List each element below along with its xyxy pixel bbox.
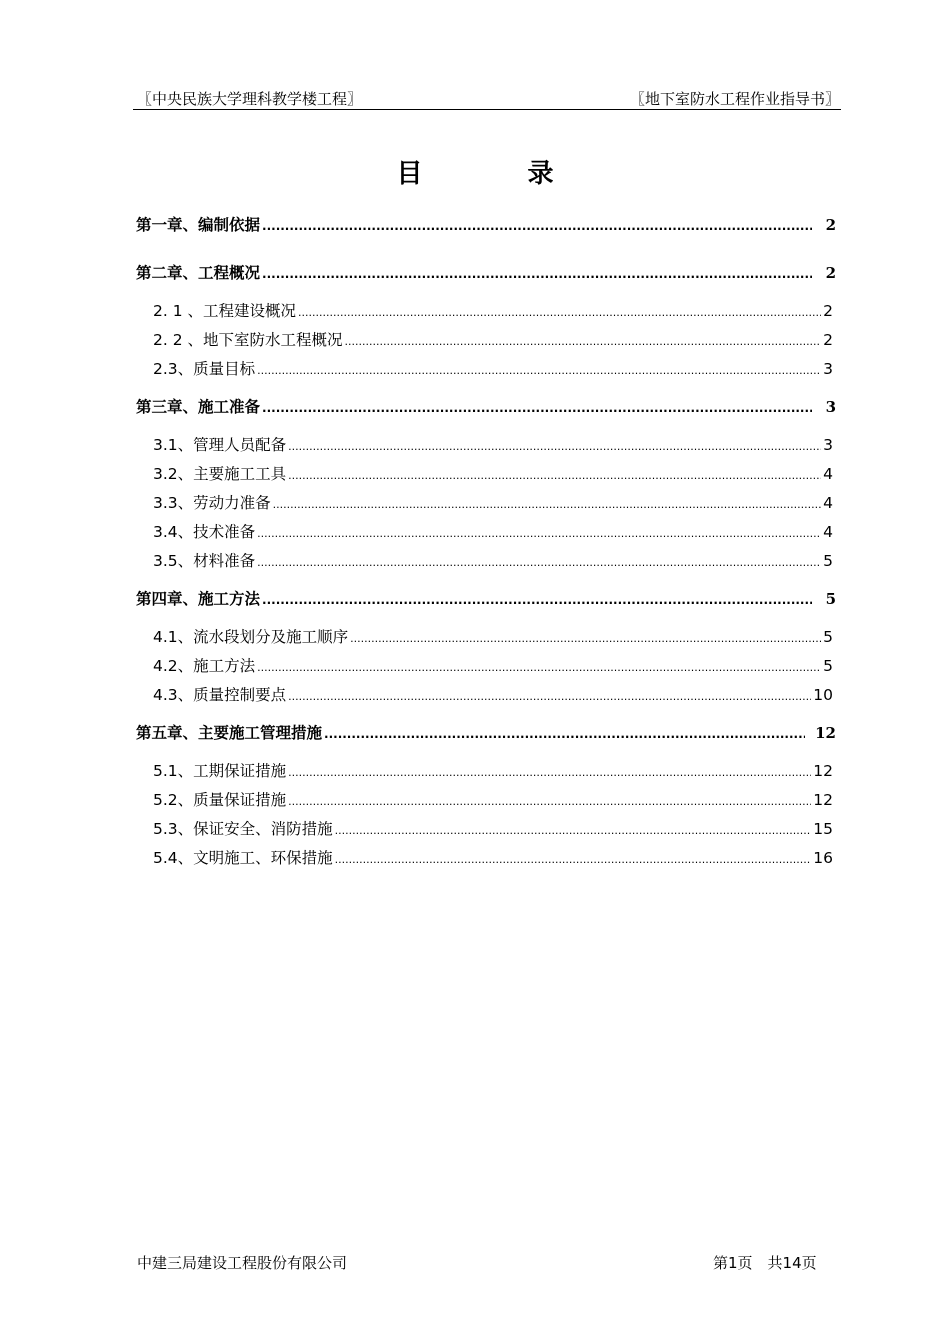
footer-page-info: 第1页 共14页 <box>713 1254 817 1272</box>
toc-section-entry[interactable] <box>153 328 833 350</box>
toc-entry-label: 5.4、文明施工、环保措施 <box>153 849 333 867</box>
toc-section-entry[interactable] <box>153 788 833 810</box>
toc-entry-label: 4.3、质量控制要点 <box>153 686 287 704</box>
toc-leader-dots <box>324 727 805 741</box>
toc-leader-dots <box>257 527 821 540</box>
toc-entry-label: 3.2、主要施工工具 <box>153 465 287 483</box>
toc-entry-page-number: 12 <box>813 791 833 809</box>
toc-section-entry[interactable] <box>153 654 833 676</box>
toc-leader-dots <box>350 632 821 645</box>
toc-leader-dots <box>262 219 812 233</box>
toc-entry-page-number: 2 <box>823 302 833 320</box>
toc-section-entry[interactable] <box>153 549 833 571</box>
toc-leader-dots <box>335 824 812 837</box>
toc-leader-dots <box>288 469 821 482</box>
toc-entry-label: 3.5、材料准备 <box>153 552 256 570</box>
toc-section-entry[interactable] <box>153 817 833 839</box>
toc-entry-label: 5.1、工期保证措施 <box>153 762 287 780</box>
toc-entry-page-number: 2 <box>823 331 833 349</box>
toc-entry-page-number: 5 <box>825 590 836 608</box>
toc-entry-label: 第二章、工程概况 <box>136 264 261 282</box>
toc-entry-page-number: 5 <box>823 657 833 675</box>
toc-leader-dots <box>288 795 811 808</box>
toc-chapter-entry[interactable] <box>136 587 836 609</box>
toc-section-entry[interactable] <box>153 759 833 781</box>
toc-entry-label: 2. 1 、工程建设概况 <box>153 302 297 320</box>
toc-leader-dots <box>288 690 811 703</box>
toc-entry-label: 5.3、保证安全、消防措施 <box>153 820 333 838</box>
toc-section-entry[interactable] <box>153 520 833 542</box>
toc-leader-dots <box>262 401 812 415</box>
toc-section-entry[interactable] <box>153 299 833 321</box>
toc-entry-label: 3.3、劳动力准备 <box>153 494 271 512</box>
toc-leader-dots <box>257 556 821 569</box>
toc-leader-dots <box>262 593 812 607</box>
toc-entry-page-number: 5 <box>823 552 833 570</box>
toc-entry-label: 2. 2 、地下室防水工程概况 <box>153 331 343 349</box>
toc-entry-page-number: 16 <box>813 849 833 867</box>
toc-section-entry[interactable] <box>153 357 833 379</box>
toc-entry-page-number: 2 <box>825 264 836 282</box>
toc-entry-page-number: 10 <box>813 686 833 704</box>
toc-entry-page-number: 3 <box>823 436 833 454</box>
toc-entry-page-number: 4 <box>823 465 833 483</box>
toc-entry-label: 2.3、质量目标 <box>153 360 256 378</box>
toc-section-entry[interactable] <box>153 846 833 868</box>
toc-leader-dots <box>345 335 821 348</box>
toc-leader-dots <box>288 766 811 779</box>
toc-entry-page-number: 12 <box>813 762 833 780</box>
toc-chapter-entry[interactable] <box>136 721 836 743</box>
toc-entry-page-number: 2 <box>825 216 836 234</box>
toc-leader-dots <box>257 364 821 377</box>
toc-chapter-entry[interactable] <box>136 395 836 417</box>
toc-section-entry[interactable] <box>153 491 833 513</box>
page-title: 目 录 <box>396 159 602 189</box>
toc-entry-label: 第四章、施工方法 <box>136 590 261 608</box>
toc-entry-label: 3.4、技术准备 <box>153 523 256 541</box>
toc-leader-dots <box>273 498 821 511</box>
toc-section-entry[interactable] <box>153 683 833 705</box>
toc-entry-page-number: 3 <box>825 398 836 416</box>
toc-entry-label: 5.2、质量保证措施 <box>153 791 287 809</box>
toc-leader-dots <box>262 267 812 281</box>
toc-entry-page-number: 4 <box>823 494 833 512</box>
toc-entry-label: 第三章、施工准备 <box>136 398 261 416</box>
toc-section-entry[interactable] <box>153 462 833 484</box>
toc-leader-dots <box>335 853 812 866</box>
footer-company: 中建三局建设工程股份有限公司 <box>137 1254 348 1272</box>
header-divider <box>133 109 841 110</box>
toc-entry-page-number: 15 <box>813 820 833 838</box>
toc-entry-label: 4.1、流水段划分及施工顺序 <box>153 628 349 646</box>
toc-entry-page-number: 4 <box>823 523 833 541</box>
toc-entry-label: 第五章、主要施工管理措施 <box>136 724 323 742</box>
toc-entry-label: 4.2、施工方法 <box>153 657 256 675</box>
toc-section-entry[interactable] <box>153 625 833 647</box>
header-document-name: 〖地下室防水工程作业指导书〗 <box>629 90 840 108</box>
toc-entry-page-number: 3 <box>823 360 833 378</box>
toc-leader-dots <box>288 440 821 453</box>
toc-entry-page-number: 5 <box>823 628 833 646</box>
header-project-name: 〖中央民族大学理科教学楼工程〗 <box>137 90 363 108</box>
toc-chapter-entry[interactable] <box>136 261 836 283</box>
toc-section-entry[interactable] <box>153 433 833 455</box>
toc-chapter-entry[interactable] <box>136 213 836 235</box>
toc-leader-dots <box>257 661 821 674</box>
toc-entry-label: 第一章、编制依据 <box>136 216 261 234</box>
toc-entry-label: 3.1、管理人员配备 <box>153 436 287 454</box>
toc-entry-page-number: 12 <box>815 724 836 742</box>
toc-leader-dots <box>298 306 821 319</box>
